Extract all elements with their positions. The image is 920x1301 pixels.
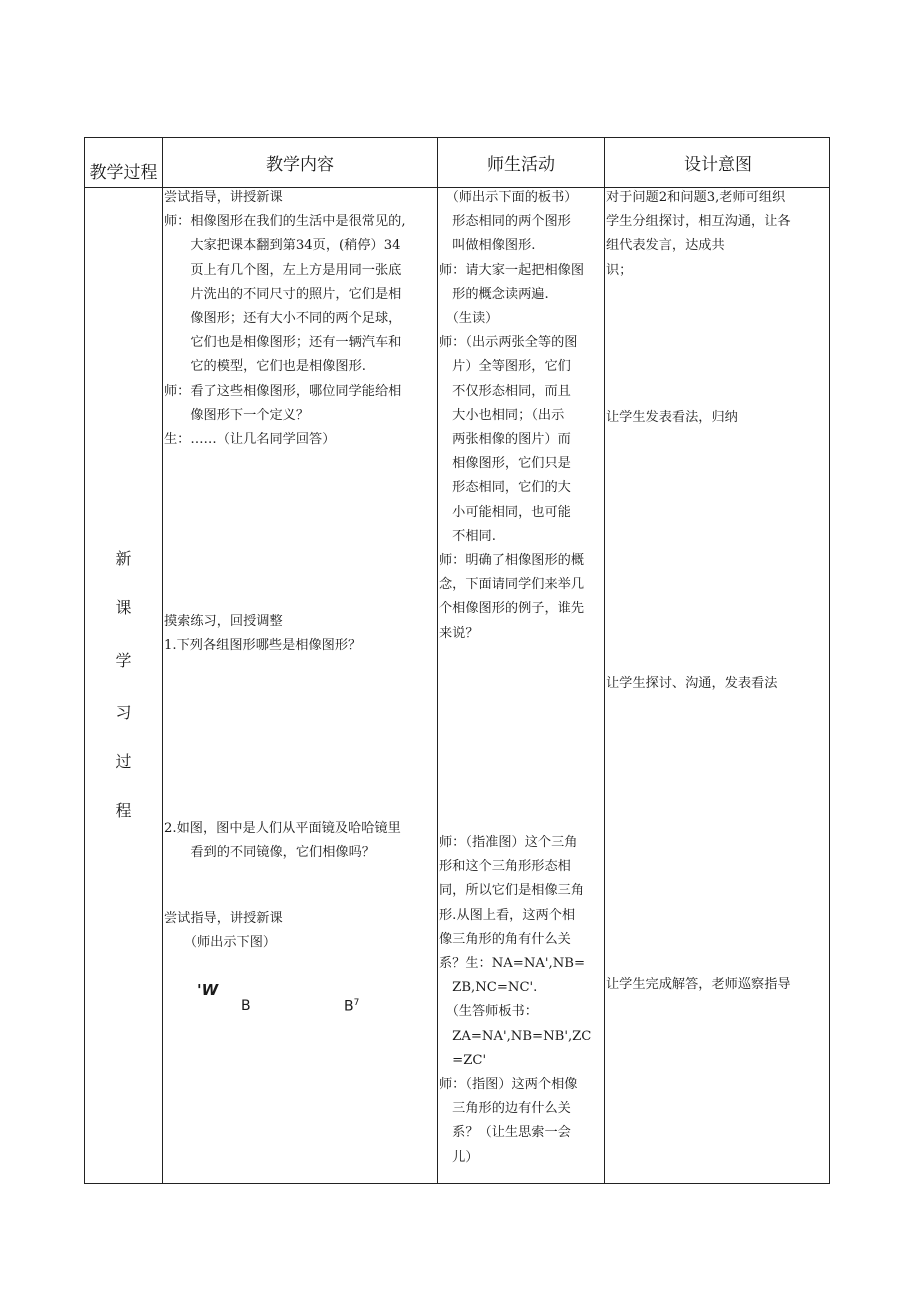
- figure-label-b: B: [241, 998, 251, 1014]
- text-line: 让学生探讨、沟通，发表看法: [606, 676, 778, 691]
- text-line: 叫做相像图形.: [439, 238, 536, 254]
- text-line: 像三角形的角有什么关: [439, 931, 571, 947]
- text-line: 大小也相同；（出示: [439, 407, 565, 423]
- text-line: 师：请大家一起把相像图: [439, 262, 585, 278]
- text-line: 生：……（让几名同学回答）: [164, 432, 336, 448]
- column-divider: [162, 138, 163, 1183]
- text-line: 念，下面请同学们来举几: [439, 577, 585, 593]
- text-line: 看到的不同镜像，它们相像吗？: [164, 845, 375, 861]
- text-line: 形的概念读两遍.: [439, 286, 549, 302]
- figure-label-w: 'W: [197, 981, 219, 999]
- text-line: 形和这个三角形形态相: [439, 859, 571, 875]
- text-line: 识；: [606, 262, 633, 278]
- figure-label-b-prime: $B^7$: [344, 998, 360, 1015]
- text-line: 大家把课本翻到第34页，(稍停）34: [164, 238, 401, 254]
- side-label-char: 课: [115, 598, 132, 617]
- intent-block-explore: [606, 672, 830, 696]
- text-line: 师：明确了相像图形的概: [439, 553, 585, 569]
- text-line: 形态相同的两个图形: [439, 214, 571, 230]
- text-line: 对于问题2和问题3,老师可组织: [606, 190, 786, 205]
- text-line: 两张相像的图片）而: [439, 432, 571, 448]
- text-line: 个相像图形的例子，谁先: [439, 601, 585, 617]
- text-line: 小可能相同，也可能: [439, 504, 571, 520]
- text-line: 相像图形，它们只是: [439, 456, 571, 472]
- lesson-table: [84, 137, 830, 1184]
- text-line: 像图形；还有大小不同的两个足球，: [164, 311, 402, 327]
- text-line: 像图形下一个定义？: [164, 407, 310, 423]
- text-line: =ZC': [439, 1052, 487, 1068]
- text-line: （生答师板书：: [439, 1004, 538, 1020]
- side-label-char: 程: [115, 801, 132, 820]
- intent-block-summarize: [606, 406, 830, 430]
- text-line: 形.从图上看，这两个相: [439, 907, 576, 923]
- text-line: 师：相像图形在我们的生活中是很常见的,: [164, 214, 406, 230]
- header-content: 教学内容: [266, 155, 334, 175]
- text-line: 师：看了这些相像图形，哪位同学能给相: [164, 383, 402, 399]
- text-line: 页上有几个图，左上方是用同一张底: [164, 262, 402, 278]
- side-label-char: 学: [115, 651, 132, 670]
- text-line: ZB,NC=NC'.: [439, 980, 538, 996]
- content-block-exercise: [164, 610, 436, 658]
- text-line: 三角形的边有什么关: [439, 1101, 571, 1117]
- text-line: （生读）: [439, 311, 499, 327]
- text-line: ZA=NA',NB=NB',ZC: [439, 1028, 592, 1044]
- header-process: 教学过程: [89, 163, 158, 183]
- text-line: 师：（出示两张全等的图: [439, 335, 578, 351]
- text-line: 2.如图，图中是人们从平面镜及哈哈镜里: [164, 821, 401, 836]
- column-divider: [437, 138, 438, 1183]
- text-line: 不仅形态相同，而且: [439, 383, 571, 399]
- side-label-char: 习: [115, 703, 132, 722]
- text-line: 组代表发言，达成共: [606, 238, 725, 254]
- text-line: 来说？: [439, 625, 479, 641]
- text-line: 学生分组探讨，相互沟通，让各: [606, 214, 791, 230]
- text-line: 1.下列各组图形哪些是相像图形？: [164, 638, 362, 654]
- intent-block-solve: [606, 973, 830, 997]
- activity-block-definition: [439, 186, 603, 646]
- intent-block-discussion: [606, 186, 830, 283]
- content-block-figure-intro: [164, 907, 436, 955]
- text-line: 它的模型，它们也是相像图形.: [164, 359, 367, 375]
- header-activity: 师生活动: [487, 155, 555, 175]
- side-label-char: 新: [115, 549, 132, 568]
- text-line: 形态相同，它们的大: [439, 480, 571, 496]
- text-line: 系？（让生思索一会: [439, 1125, 571, 1141]
- text-line: 师：（指准图）这个三角: [439, 835, 578, 850]
- text-line: 它们也是相像图形；还有一辆汽车和: [164, 335, 402, 351]
- text-line: 尝试指导，讲授新课: [164, 911, 283, 926]
- text-line: 师：（指图）这两个相像: [439, 1077, 578, 1093]
- column-divider: [604, 138, 605, 1183]
- text-line: 让学生完成解答，老师巡察指导: [606, 977, 791, 992]
- activity-block-triangles: [439, 831, 603, 1170]
- text-line: 摸索练习，回授调整: [164, 614, 283, 629]
- text-line: 系？生：NA=NA',NB=: [439, 956, 586, 972]
- text-line: 同，所以它们是相像三角: [439, 883, 585, 899]
- text-line: 尝试指导，讲授新课: [164, 190, 283, 205]
- header-intent: 设计意图: [684, 155, 752, 175]
- text-line: （师出示下面的板书）: [439, 190, 578, 205]
- content-block-mirror: [164, 817, 436, 865]
- content-block-intro: [164, 186, 436, 452]
- side-label-char: 过: [115, 752, 132, 771]
- text-line: 片）全等图形，它们: [439, 359, 571, 375]
- text-line: （师出示下图）: [164, 935, 277, 951]
- text-line: 不相同.: [439, 528, 496, 544]
- text-line: 儿）: [439, 1149, 479, 1165]
- text-line: 让学生发表看法，归纳: [606, 410, 738, 425]
- text-line: 片洗出的不同尺寸的照片，它们是相: [164, 286, 402, 302]
